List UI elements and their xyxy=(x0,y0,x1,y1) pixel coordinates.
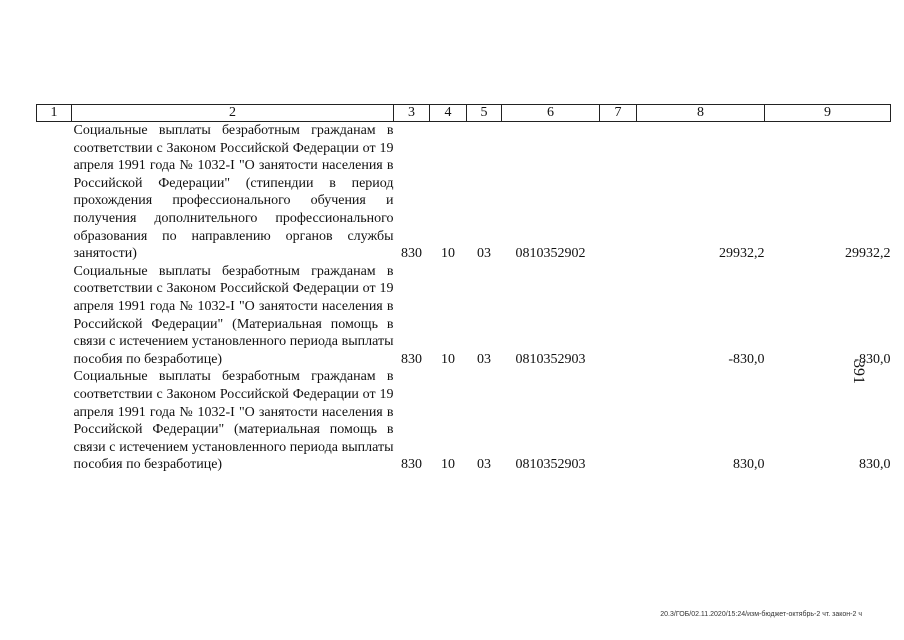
cell-code-3: 830 xyxy=(401,457,422,473)
column-header: 1 xyxy=(37,105,72,122)
cell-amount-8: 29932,2 xyxy=(719,246,765,262)
cell-amount-8: 830,0 xyxy=(733,457,765,473)
cell-code-4: 10 xyxy=(441,246,455,262)
column-header: 5 xyxy=(467,105,502,122)
row-description: Социальные выплаты безработным гражданам в соответствии с Законом Российской Федерации от 19 апреля 1991 года № 1032-I "О занятости населения в Российской Федерации" (Материальная помощь в связи с истечением установленного периода выплаты пособия по безработице) xyxy=(73,263,394,367)
cell-code-7 xyxy=(600,122,637,263)
row-description: Социальные выплаты безработным гражданам в соответствии с Законом Российской Федерации от 19 апреля 1991 года № 1032-I "О занятости населения в Российской Федерации" (материальная помощь в связи с истечением установленного периода выплаты пособия по безработице) xyxy=(73,369,394,473)
cell-code-3: 830 xyxy=(401,351,422,367)
column-header: 2 xyxy=(72,105,394,122)
header-row xyxy=(37,105,891,122)
column-header: 3 xyxy=(394,105,430,122)
page-number: 391 xyxy=(850,360,867,384)
cell-amount-9: 830,0 xyxy=(859,457,891,473)
column-header: 8 xyxy=(637,105,765,122)
column-header: 4 xyxy=(430,105,467,122)
cell-amount-9: 29932,2 xyxy=(845,246,891,262)
table-row xyxy=(37,122,891,263)
cell-code-5: 03 xyxy=(477,351,491,367)
footer-code: 20.3/ГОБ/02.11.2020/15:24/изм-бюджет-октябрь-2 чт. закон-2 ч xyxy=(660,611,862,618)
cell-code-3: 830 xyxy=(401,246,422,262)
cell-code-7 xyxy=(600,263,637,369)
column-header: 7 xyxy=(600,105,637,122)
column-header: 9 xyxy=(765,105,891,122)
table-row xyxy=(37,263,891,369)
cell-code-5: 03 xyxy=(477,457,491,473)
table-row xyxy=(37,368,891,474)
cell-code-6: 0810352903 xyxy=(515,457,586,473)
row-description: Социальные выплаты безработным гражданам в соответствии с Законом Российской Федерации от 19 апреля 1991 года № 1032-I "О занятости населения в Российской Федерации" (стипендии в период прохождения профессионального обучения и получения дополнительного профессионального образования по направлению органов службы занятости) xyxy=(73,123,394,262)
cell-amount-9: -830,0 xyxy=(854,351,891,367)
column-header: 6 xyxy=(502,105,600,122)
cell-code-5: 03 xyxy=(477,246,491,262)
cell-code-4: 10 xyxy=(441,457,455,473)
budget-table xyxy=(36,104,891,474)
cell-code-6: 0810352902 xyxy=(515,246,586,262)
cell-code-7 xyxy=(600,368,637,474)
cell-amount-8: -830,0 xyxy=(728,351,765,367)
cell-code-6: 0810352903 xyxy=(515,351,586,367)
cell-code-4: 10 xyxy=(441,351,455,367)
